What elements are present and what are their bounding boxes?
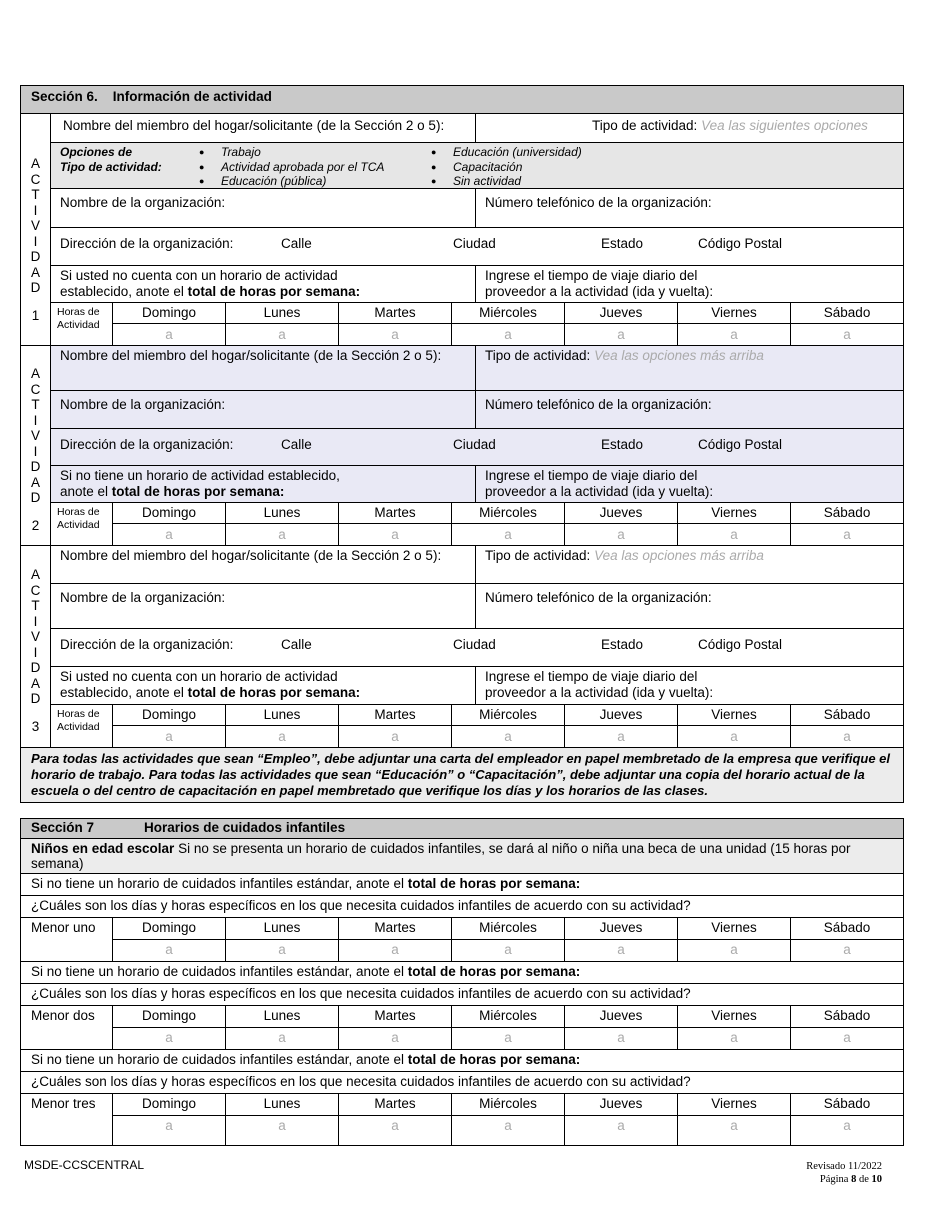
- activity-type-field[interactable]: [476, 346, 903, 390]
- day-header-5: Viernes: [678, 1094, 791, 1116]
- total-hours-field[interactable]: Si usted no cuenta con un horario de actividad establecido, anote el total de horas por semana:: [51, 266, 476, 302]
- day-header-3: Miércoles: [452, 1006, 565, 1028]
- options-list-1: [221, 145, 384, 189]
- activity-1-member-row: [21, 114, 904, 143]
- hours-input-3[interactable]: a: [452, 1116, 565, 1146]
- address-label: Dirección de la organización:: [60, 637, 234, 652]
- child-days-row: [21, 1006, 904, 1028]
- hours-input-4[interactable]: a: [565, 940, 678, 962]
- child-hours-row: [21, 940, 904, 962]
- activity-type-hint: Vea las siguientes opciones: [701, 118, 868, 133]
- activity-type-label: Tipo de actividad:: [485, 548, 591, 563]
- day-header-1: Lunes: [226, 1094, 339, 1116]
- day-header-6: Sábado: [791, 303, 904, 324]
- city-label: Ciudad: [453, 437, 496, 452]
- activity-days-row: [21, 705, 904, 726]
- child-question: ¿Cuáles son los días y horas específicos en los que necesita cuidados infantiles de acuerdo con su actividad?: [21, 984, 904, 1006]
- travel-time-field[interactable]: Ingrese el tiempo de viaje diario del proveedor a la actividad (ida y vuelta):: [485, 669, 714, 700]
- school-age-label: Niños en edad escolar: [31, 841, 175, 856]
- hours-input-6[interactable]: a: [791, 324, 904, 346]
- hours-label: Horas de Actividad: [51, 303, 113, 346]
- hours-input-0[interactable]: a: [113, 726, 226, 748]
- child-label: Menor tres: [21, 1094, 113, 1146]
- day-header-5: Viernes: [678, 503, 791, 524]
- activity-type-hint: Vea las opciones más arriba: [594, 548, 764, 563]
- hours-input-5[interactable]: a: [678, 940, 791, 962]
- zip-label: Código Postal: [698, 637, 783, 652]
- org-phone-field[interactable]: Número telefónico de la organización:: [485, 397, 712, 412]
- day-header-1: Lunes: [226, 1006, 339, 1028]
- options-list-2: [453, 145, 582, 189]
- child-label: Menor uno: [21, 918, 113, 962]
- hours-input-0[interactable]: a: [113, 524, 226, 546]
- child-hours-row: [21, 1116, 904, 1146]
- activity-1-label: [21, 114, 51, 346]
- street-label: Calle: [281, 437, 312, 452]
- section-7-header: [21, 819, 904, 839]
- activity-number: 2: [31, 517, 40, 533]
- state-label: Estado: [601, 236, 644, 251]
- hours-input-5[interactable]: a: [678, 1028, 791, 1050]
- hours-input-2[interactable]: a: [339, 1028, 452, 1050]
- day-header-6: Sábado: [791, 705, 904, 726]
- activity-3-label: [21, 546, 51, 748]
- page-number: Página 8 de 10: [819, 1174, 882, 1185]
- day-header-6: Sábado: [791, 1094, 904, 1116]
- activity-days-row: [21, 303, 904, 324]
- child-total-hours-field[interactable]: Si no tiene un horario de cuidados infantiles estándar, anote el total de horas por semana:: [21, 962, 904, 984]
- day-header-1: Lunes: [226, 503, 339, 524]
- hours-input-3[interactable]: a: [452, 1028, 565, 1050]
- school-age-note: [21, 839, 904, 874]
- hours-input-4[interactable]: a: [565, 524, 678, 546]
- activity-type-label: Tipo de actividad:: [485, 348, 591, 363]
- option-item: ● Sin actividad: [453, 174, 582, 189]
- day-header-1: Lunes: [226, 918, 339, 940]
- hours-input-4[interactable]: a: [565, 324, 678, 346]
- day-header-3: Miércoles: [452, 503, 565, 524]
- hours-input-4[interactable]: a: [565, 726, 678, 748]
- day-header-3: Miércoles: [452, 918, 565, 940]
- day-header-3: Miércoles: [452, 705, 565, 726]
- day-header-4: Jueves: [565, 1094, 678, 1116]
- day-header-1: Lunes: [226, 303, 339, 324]
- option-item: ● Capacitación: [453, 160, 582, 175]
- attachment-note: Para todas las actividades que sean “Empleo”, debe adjuntar una carta del empleador en papel membretado de la empresa que verifique el horario de trabajo. Para todas las actividades que sean “Educación” o “Capacitación”, debe adjuntar una copia del horario actual de la escuela o del centro de capacitación en papel membretado que verifique los días y los horarios de las clases.: [21, 748, 904, 803]
- hours-input-0[interactable]: a: [113, 1116, 226, 1146]
- day-header-3: Miércoles: [452, 1094, 565, 1116]
- travel-time-field[interactable]: Ingrese el tiempo de viaje diario del proveedor a la actividad (ida y vuelta):: [485, 468, 714, 499]
- hours-input-0[interactable]: a: [113, 324, 226, 346]
- child-label: Menor dos: [21, 1006, 113, 1050]
- day-header-4: Jueves: [565, 1006, 678, 1028]
- day-header-4: Jueves: [565, 918, 678, 940]
- day-header-2: Martes: [339, 918, 452, 940]
- travel-time-field[interactable]: Ingrese el tiempo de viaje diario del proveedor a la actividad (ida y vuelta):: [485, 268, 714, 299]
- hours-input-1[interactable]: a: [226, 726, 339, 748]
- activity-hours-row: [21, 324, 904, 346]
- child-question: ¿Cuáles son los días y horas específicos en los que necesita cuidados infantiles de acuerdo con su actividad?: [21, 1072, 904, 1094]
- day-header-0: Domingo: [113, 1094, 226, 1116]
- org-address-field[interactable]: [51, 228, 904, 266]
- address-label: Dirección de la organización:: [60, 236, 234, 251]
- hours-input-3[interactable]: a: [452, 940, 565, 962]
- activity-type-label: Tipo de actividad:: [592, 118, 698, 133]
- child-question: ¿Cuáles son los días y horas específicos en los que necesita cuidados infantiles de acuerdo con su actividad?: [21, 896, 904, 918]
- day-header-2: Martes: [339, 705, 452, 726]
- child-days-row: [21, 1094, 904, 1116]
- day-header-3: Miércoles: [452, 303, 565, 324]
- day-header-4: Jueves: [565, 303, 678, 324]
- hours-input-1[interactable]: a: [226, 1116, 339, 1146]
- org-address-field[interactable]: [51, 629, 904, 667]
- section-7-number: Sección 7: [31, 820, 95, 835]
- city-label: Ciudad: [453, 236, 496, 251]
- org-phone-field[interactable]: Número telefónico de la organización:: [485, 590, 712, 605]
- day-header-2: Martes: [339, 503, 452, 524]
- day-header-2: Martes: [339, 1006, 452, 1028]
- day-header-0: Domingo: [113, 303, 226, 324]
- activity-type-options: Opciones de Tipo de actividad: ● Trabajo ● Actividad aprobada por el TCA ● Educación (pública) ● Educación (universidad) ● Capacitación ● Sin actividad: [51, 143, 904, 189]
- hours-input-2[interactable]: a: [339, 1116, 452, 1146]
- hours-input-2[interactable]: a: [339, 940, 452, 962]
- hours-input-4[interactable]: a: [565, 1028, 678, 1050]
- org-name-field[interactable]: Nombre de la organización:: [51, 584, 476, 628]
- member-name-field[interactable]: Nombre del miembro del hogar/solicitante (de la Sección 2 o 5):: [51, 546, 476, 583]
- org-name-field[interactable]: Nombre de la organización:: [51, 391, 476, 428]
- hours-input-1[interactable]: a: [226, 524, 339, 546]
- form-id: MSDE-CCSCENTRAL: [24, 1158, 145, 1172]
- member-name-field[interactable]: Nombre del miembro del hogar/solicitante (de la Sección 2 o 5):: [51, 114, 476, 142]
- section-7-title: Horarios de cuidados infantiles: [144, 820, 346, 835]
- day-header-2: Martes: [339, 303, 452, 324]
- org-address-field[interactable]: [51, 429, 904, 466]
- hours-input-6[interactable]: a: [791, 1028, 904, 1050]
- activity-hours-row: [21, 726, 904, 748]
- hours-input-1[interactable]: a: [226, 324, 339, 346]
- org-name-field[interactable]: Nombre de la organización:: [51, 189, 476, 227]
- day-header-5: Viernes: [678, 303, 791, 324]
- hours-input-5[interactable]: a: [678, 524, 791, 546]
- hours-input-2[interactable]: a: [339, 726, 452, 748]
- city-label: Ciudad: [453, 637, 496, 652]
- hours-input-4[interactable]: a: [565, 1116, 678, 1146]
- day-header-2: Martes: [339, 1094, 452, 1116]
- hours-input-6[interactable]: a: [791, 1116, 904, 1146]
- day-header-6: Sábado: [791, 503, 904, 524]
- activity-type-field[interactable]: [476, 114, 903, 142]
- activity-type-hint: Vea las opciones más arriba: [594, 348, 764, 363]
- hours-input-0[interactable]: a: [113, 1028, 226, 1050]
- org-phone-field[interactable]: Número telefónico de la organización:: [485, 195, 712, 210]
- hours-input-6[interactable]: a: [791, 524, 904, 546]
- activity-number: 3: [31, 718, 40, 734]
- option-item: ● Actividad aprobada por el TCA: [221, 160, 384, 175]
- hours-input-5[interactable]: a: [678, 726, 791, 748]
- day-header-0: Domingo: [113, 503, 226, 524]
- child-days-row: [21, 918, 904, 940]
- day-header-5: Viernes: [678, 1006, 791, 1028]
- hours-input-6[interactable]: a: [791, 726, 904, 748]
- day-header-5: Viernes: [678, 705, 791, 726]
- day-header-4: Jueves: [565, 503, 678, 524]
- hours-input-1[interactable]: a: [226, 1028, 339, 1050]
- option-item: ● Educación (pública): [221, 174, 384, 189]
- zip-label: Código Postal: [698, 236, 783, 251]
- hours-input-2[interactable]: a: [339, 524, 452, 546]
- total-hours-field[interactable]: Si no tiene un horario de actividad establecido, anote el total de horas por semana:: [51, 466, 476, 502]
- hours-input-3[interactable]: a: [452, 524, 565, 546]
- hours-label: Horas de Actividad: [51, 705, 113, 748]
- total-hours-field[interactable]: Si usted no cuenta con un horario de actividad establecido, anote el total de horas por semana:: [51, 667, 476, 704]
- day-header-0: Domingo: [113, 1006, 226, 1028]
- activity-number: 1: [31, 307, 40, 323]
- hours-input-3[interactable]: a: [452, 726, 565, 748]
- school-age-text: Si no se presenta un horario de cuidados infantiles, se dará al niño o niña una beca de una unidad (15 horas por semana): [31, 841, 851, 871]
- member-name-field[interactable]: Nombre del miembro del hogar/solicitante (de la Sección 2 o 5):: [51, 346, 476, 390]
- section-7-table: [20, 818, 904, 1146]
- activity-3-member-row: [21, 546, 904, 584]
- activity-type-field[interactable]: [476, 546, 903, 583]
- street-label: Calle: [281, 637, 312, 652]
- state-label: Estado: [601, 637, 644, 652]
- footer-revision: [806, 1160, 882, 1186]
- revised-date: Revisado 11/2022: [806, 1161, 882, 1172]
- option-item: ● Trabajo: [221, 145, 384, 160]
- hours-input-3[interactable]: a: [452, 324, 565, 346]
- day-header-4: Jueves: [565, 705, 678, 726]
- hours-input-2[interactable]: a: [339, 324, 452, 346]
- hours-input-1[interactable]: a: [226, 940, 339, 962]
- activity-2-label: [21, 346, 51, 546]
- hours-input-5[interactable]: a: [678, 1116, 791, 1146]
- activity-letters: A C T I V I D A D: [30, 567, 41, 706]
- hours-label: Horas de Actividad: [51, 503, 113, 546]
- section-6-table: [20, 85, 904, 803]
- child-hours-row: [21, 1028, 904, 1050]
- day-header-0: Domingo: [113, 705, 226, 726]
- activity-letters: A C T I V I D A D: [30, 366, 41, 505]
- activity-2-member-row: [21, 346, 904, 391]
- section-6-header: Sección 6. Información de actividad: [21, 86, 904, 114]
- day-header-5: Viernes: [678, 918, 791, 940]
- child-total-hours-field[interactable]: Si no tiene un horario de cuidados infantiles estándar, anote el total de horas por semana:: [21, 1050, 904, 1072]
- day-header-1: Lunes: [226, 705, 339, 726]
- state-label: Estado: [601, 437, 644, 452]
- activity-letters: A C T I V I D A D: [30, 156, 41, 295]
- child-total-hours-field[interactable]: Si no tiene un horario de cuidados infantiles estándar, anote el total de horas por semana:: [21, 874, 904, 896]
- day-header-6: Sábado: [791, 918, 904, 940]
- day-header-6: Sábado: [791, 1006, 904, 1028]
- address-label: Dirección de la organización:: [60, 437, 234, 452]
- hours-input-0[interactable]: a: [113, 940, 226, 962]
- activity-days-row: [21, 503, 904, 524]
- hours-input-5[interactable]: a: [678, 324, 791, 346]
- option-item: ● Educación (universidad): [453, 145, 582, 160]
- hours-input-6[interactable]: a: [791, 940, 904, 962]
- zip-label: Código Postal: [698, 437, 783, 452]
- activity-hours-row: [21, 524, 904, 546]
- street-label: Calle: [281, 236, 312, 251]
- day-header-0: Domingo: [113, 918, 226, 940]
